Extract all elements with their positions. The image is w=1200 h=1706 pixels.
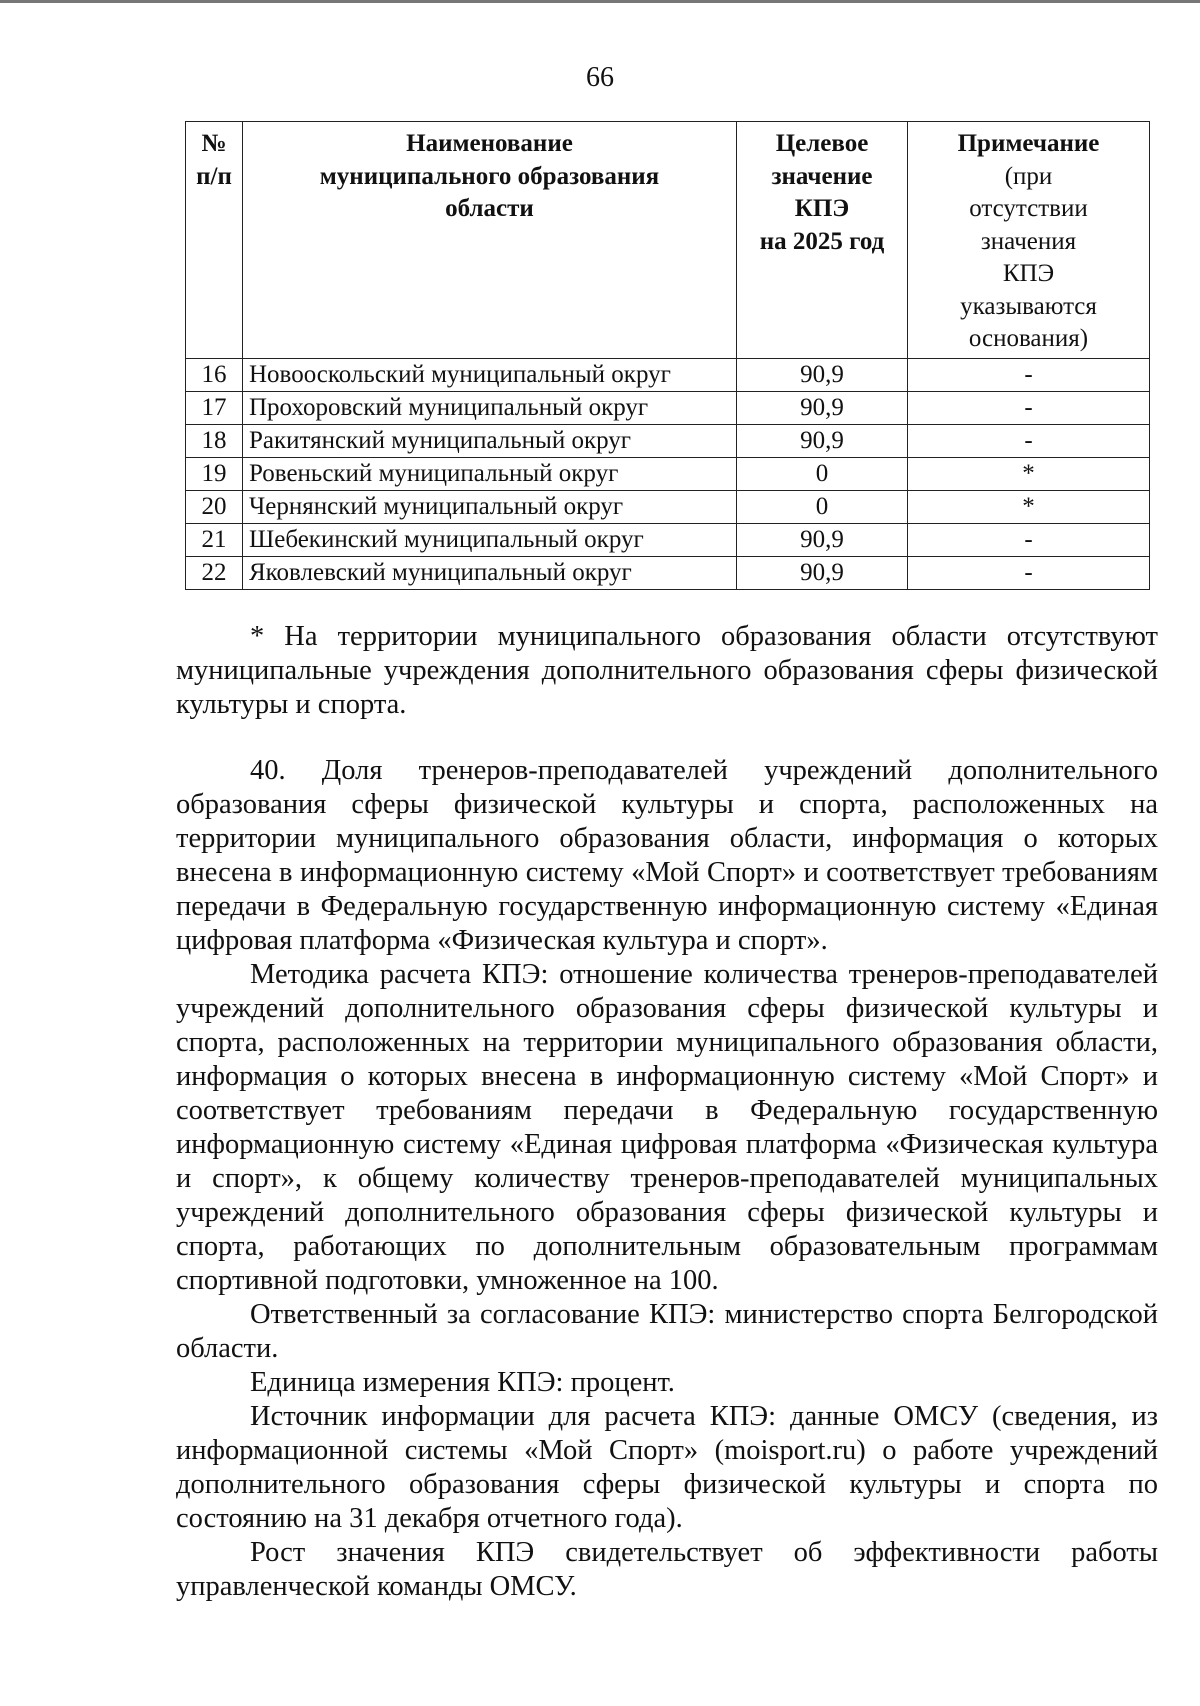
- row-name: Яковлевский муниципальный округ: [243, 556, 737, 589]
- header-note: [908, 122, 1150, 359]
- header-name: [243, 122, 737, 359]
- row-num: 19: [186, 457, 243, 490]
- header-value-line: Целевое: [775, 130, 869, 157]
- row-num: 17: [186, 391, 243, 424]
- table-row: [186, 556, 1150, 589]
- row-note: -: [908, 523, 1150, 556]
- row-value: 0: [737, 490, 908, 523]
- header-num-line: п/п: [196, 162, 232, 190]
- row-value: 90,9: [737, 556, 908, 589]
- footnote-block: [176, 620, 1158, 722]
- page-top-border: [0, 0, 1200, 3]
- header-note-line: основания): [968, 325, 1089, 352]
- table-row: [186, 490, 1150, 523]
- table-header-row: [186, 122, 1150, 359]
- header-value-line: КПЭ: [794, 195, 850, 222]
- row-note: *: [908, 457, 1150, 490]
- row-value: 90,9: [737, 424, 908, 457]
- paragraph-unit: Единица измерения КПЭ: процент.: [250, 1367, 675, 1398]
- row-note: -: [908, 424, 1150, 457]
- row-num: 20: [186, 490, 243, 523]
- table-row: [186, 457, 1150, 490]
- row-name: Шебекинский муниципальный округ: [243, 523, 737, 556]
- header-name-line: муниципального образования: [319, 162, 660, 190]
- row-name: Новооскольский муниципальный округ: [243, 358, 737, 391]
- row-note: -: [908, 358, 1150, 391]
- table-row: [186, 523, 1150, 556]
- paragraph-kpe-40-title: 40. Доля тренеров-преподавателей учреждений дополнительного образования сферы физической культуры и спорта, расположенных на территории муниципального образования области, информация о которых внесена в информационную систему «Мой Спорт» и соответствует требованиям передачи в Федеральную государственную информационную систему «Единая цифровая платформа «Физическая культура и спорт».: [176, 755, 1158, 956]
- paragraph-methodology: Методика расчета КПЭ: отношение количества тренеров-преподавателей учреждений дополнительного образования сферы физической культуры и спорта, расположенных на территории муниципального образования области, информация о которых внесена в информационную систему «Мой Спорт» и соответствует требованиям передачи в Федеральную государственную информационную систему «Единая цифровая платформа «Физическая культура и спорт», к общему количеству тренеров-преподавателей муниципальных учреждений дополнительного образования сферы физической культуры и спорта, работающих по дополнительным образовательным программам спортивной подготовки, умноженное на 100.: [176, 959, 1158, 1296]
- header-value-line: значение: [771, 162, 873, 190]
- table-row: [186, 358, 1150, 391]
- kpe-table: [185, 121, 1150, 590]
- row-name: Ракитянский муниципальный округ: [243, 424, 737, 457]
- paragraph-responsible: Ответственный за согласование КПЭ: министерство спорта Белгородской области.: [176, 1299, 1158, 1364]
- row-name: Чернянский муниципальный округ: [243, 490, 737, 523]
- header-note-line: указываются: [960, 292, 1097, 320]
- row-value: 90,9: [737, 391, 908, 424]
- row-value: 90,9: [737, 523, 908, 556]
- paragraph-source: Источник информации для расчета КПЭ: данные ОМСУ (сведения, из информационной системы «Мой Спорт» (moisport.ru) о работе учреждений дополнительного образования сферы физической культуры и спорта по состоянию на 31 декабря отчетного года).: [176, 1401, 1158, 1534]
- page-number: 66: [586, 62, 614, 93]
- row-num: 18: [186, 424, 243, 457]
- header-note-title: Примечание: [957, 130, 1100, 157]
- header-num: [186, 122, 243, 359]
- row-num: 21: [186, 523, 243, 556]
- paragraph-growth: Рост значения КПЭ свидетельствует об эффективности работы управленческой команды ОМСУ.: [176, 1537, 1158, 1602]
- table-row: [186, 424, 1150, 457]
- row-value: 90,9: [737, 358, 908, 391]
- row-note: -: [908, 391, 1150, 424]
- body-text: [176, 754, 1158, 1604]
- header-note-line: КПЭ: [1002, 260, 1055, 287]
- row-name: Ровеньский муниципальный округ: [243, 457, 737, 490]
- row-num: 22: [186, 556, 243, 589]
- header-note-line: отсутствии: [969, 195, 1088, 222]
- footnote-text: * На территории муниципального образования области отсутствуют муниципальные учреждения дополнительного образования сферы физической культуры и спорта.: [176, 621, 1158, 720]
- row-value: 0: [737, 457, 908, 490]
- header-num-line: №: [201, 130, 227, 157]
- header-note-line: значения: [980, 227, 1077, 255]
- header-note-line: (при: [1004, 162, 1053, 190]
- row-note: -: [908, 556, 1150, 589]
- header-name-line: Наименование: [406, 130, 573, 157]
- row-name: Прохоровский муниципальный округ: [243, 391, 737, 424]
- header-value-line: на 2025 год: [759, 227, 885, 255]
- table-row: [186, 391, 1150, 424]
- row-note: *: [908, 490, 1150, 523]
- header-name-line: области: [445, 195, 534, 222]
- header-value: [737, 122, 908, 359]
- row-num: 16: [186, 358, 243, 391]
